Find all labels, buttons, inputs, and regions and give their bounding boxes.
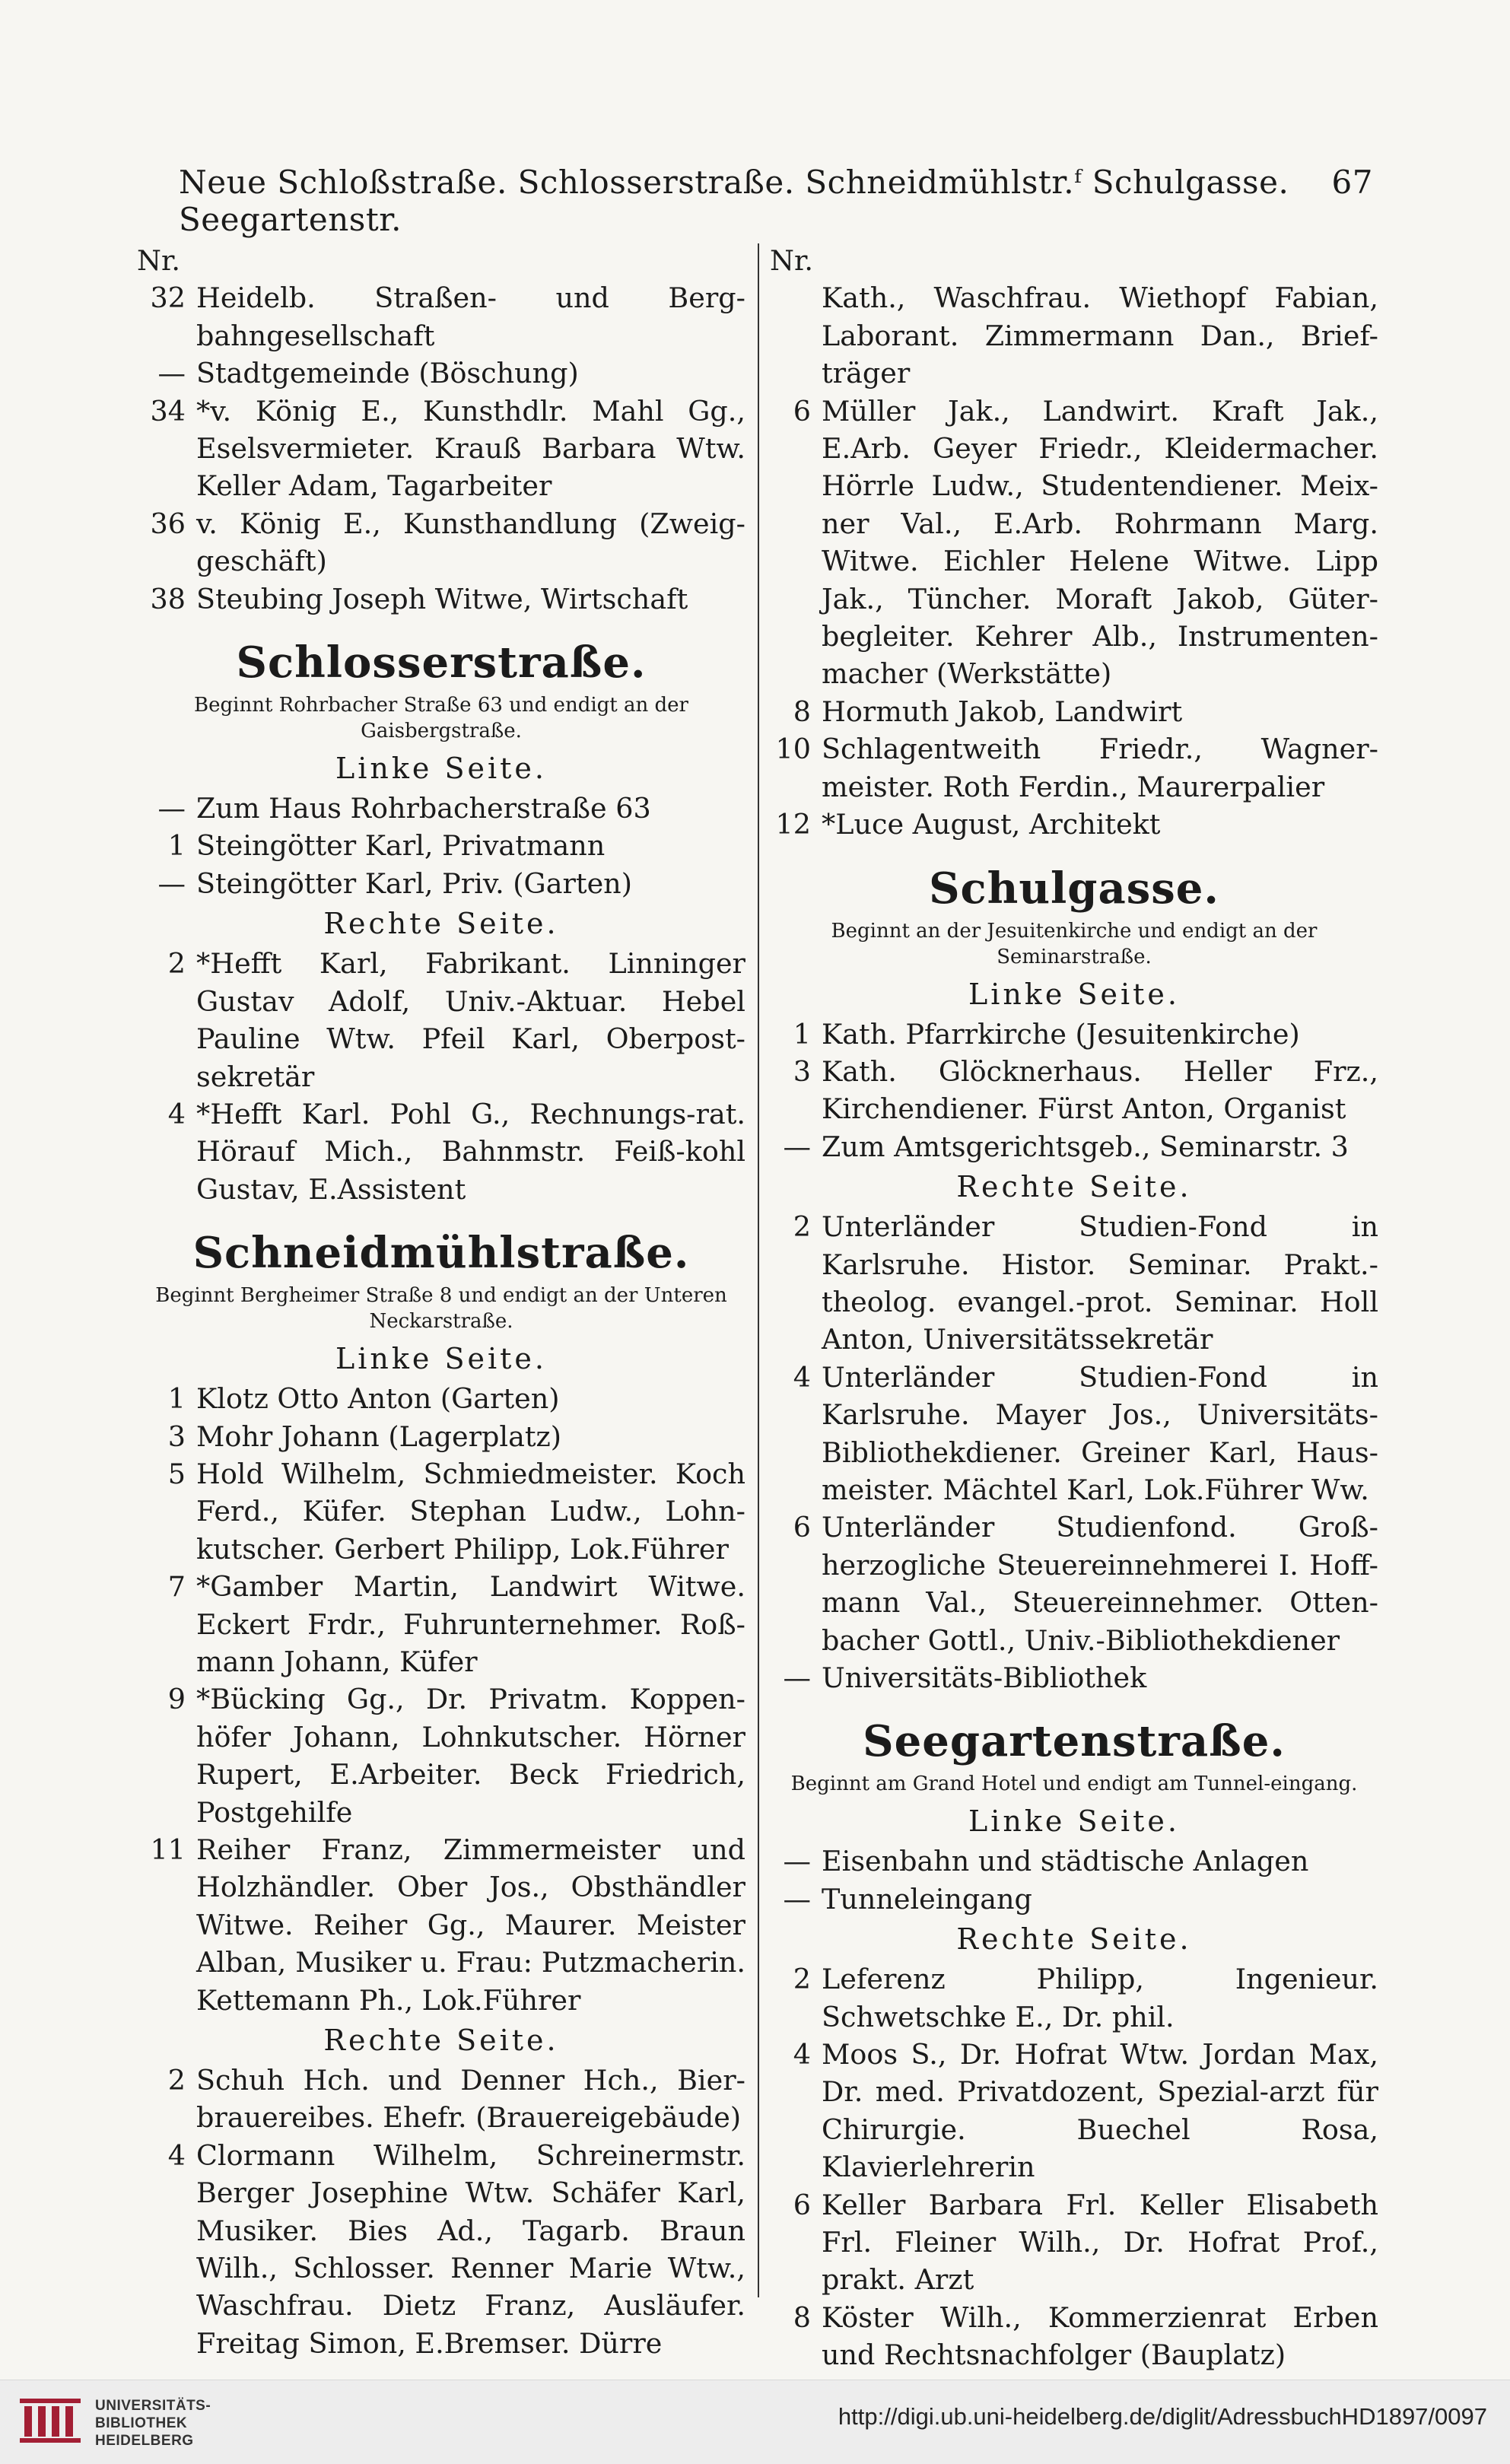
schlosserstrasse-right-entries [137,945,745,1208]
entry-text: Keller Barbara Frl. Keller Elisabeth Frl. Fleiner Wilh., Dr. Hofrat Prof., prakt. Arzt [822,2188,1378,2297]
schneidmuehlstrasse-left-entries [137,1380,745,2019]
house-number: 2 [167,947,186,981]
directory-entry [762,1359,1378,1509]
house-number: 1 [167,1382,186,1416]
entry-text: Clormann Wilhelm, Schreinermstr. Berger Josephine Wtw. Schäfer Karl, Musiker. Bies Ad., Tagarb. Braun Wilh., Schlosser. Renner Marie Wtw., Waschfrau. Dietz Franz, Ausläufer. Freitag Simon, E.Bremser. Dürre [196,2138,745,2360]
house-number: 38 [150,582,186,615]
university-library-logo-icon [17,2391,84,2452]
entry-text: Schlagentweith Friedr., Wagner-meister. Roth Ferdin., Maurerpalier [822,733,1378,803]
library-name-line: BIBLIOTHEK [95,2415,188,2431]
schneidmuehlstrasse-continued-entries [770,279,1378,843]
entry-text: Müller Jak., Landwirt. Kraft Jak., E.Arb. Geyer Friedr., Kleidermacher. Hörrle Ludw., Studentendiener. Meix-ner Val., E.Arb. Rohrmann Marg. Witwe. Eichler Helene Witwe. Lipp Jak., Tüncher. Moraft Jakob, Güter-begleiter. Kehrer Alb., Instrumenten-macher (Werkstätte) [822,394,1378,691]
house-number: — [783,1130,811,1163]
library-name-line: HEIDELBERG [95,2433,194,2449]
house-number: — [157,357,186,390]
directory-entry [137,865,745,902]
entry-text: Steingötter Karl, Privatmann [196,829,606,863]
directory-entry [137,2137,745,2362]
directory-entry [137,279,745,354]
schlosserstrasse-left-entries [137,790,745,902]
directory-entry [137,1455,745,1568]
directory-entry [762,393,1378,693]
entry-text: *Hefft Karl, Fabrikant. Linninger Gustav Adolf, Univ.-Aktuar. Hebel Pauline Wtw. Pfeil Karl, Oberpost-sekretär [196,947,745,1093]
directory-entry [137,2062,745,2137]
directory-entry [762,1659,1378,1696]
entry-text: v. König E., Kunsthandlung (Zweig-geschäft) [196,507,745,578]
directory-entry [762,2299,1378,2374]
house-number: 3 [167,1420,186,1453]
entry-text: Reiher Franz, Zimmermeister und Holzhändler. Ober Jos., Obsthändler Witwe. Reiher Gg., Maurer. Meister Alban, Musiker u. Frau: Putzmacherin. Kettemann Ph., Lok.Führer [196,1833,745,2017]
street-description: Beginnt Bergheimer Straße 8 und endigt an der Unteren Neckarstraße. [155,1284,727,1334]
entry-text: *v. König E., Kunsthdlr. Mahl Gg., Eselsvermieter. Krauß Barbara Wtw. Keller Adam, Tagarbeiter [196,394,745,503]
house-number: — [157,792,186,825]
entry-text: Hormuth Jakob, Landwirt [822,695,1183,728]
entry-text: Hold Wilhelm, Schmiedmeister. Koch Ferd., Küfer. Stephan Ludw., Lohn-kutscher. Gerbert Philipp, Lok.Führer [196,1457,745,1566]
entry-text: Tunneleingang [822,1882,1032,1916]
directory-entry [137,505,745,580]
house-number: 3 [793,1054,811,1088]
house-number: 9 [167,1683,186,1716]
side-label-left: Linke Seite. [968,1804,1180,1839]
house-number [762,279,822,392]
house-number: 8 [793,695,811,728]
entry-text: Universitäts-Bibliothek [822,1661,1147,1694]
entry-text: Unterländer Studienfond. Groß-herzogliche Steuereinnehmerei I. Hoff-mann Val., Steuereinnehmer. Otten-bacher Gottl., Univ.-Bibliothekdiener [822,1511,1378,1657]
schulgasse-right-entries [770,1208,1378,1696]
directory-entry [762,1960,1378,2036]
entry-text: Eisenbahn und städtische Anlagen [822,1845,1309,1878]
schneidmuehlstrasse-right-entries [137,2062,745,2362]
entry-text: Kath., Waschfrau. Wiethopf Fabian, Laborant. Zimmermann Dan., Brief-träger [822,281,1378,390]
directory-entry [137,1095,745,1208]
directory-entry [762,693,1378,730]
street-description: Beginnt Rohrbacher Straße 63 und endigt an der Gaisbergstraße. [194,694,688,743]
side-label-left: Linke Seite. [335,1342,547,1376]
side-label-right: Rechte Seite. [956,1170,1192,1204]
side-label-left: Linke Seite. [335,752,547,786]
house-number: 6 [793,2188,811,2221]
house-number: 32 [150,281,186,315]
nr-label: Nr. [770,244,813,277]
entry-text: Klotz Otto Anton (Garten) [196,1382,560,1416]
street-title-schneidmuehlstrasse: Schneidmühlstraße. [192,1228,690,1279]
directory-entry [762,2036,1378,2186]
house-number: 10 [775,733,811,766]
directory-entry [762,1842,1378,1880]
directory-entry [762,1016,1378,1053]
entry-text: Mohr Johann (Lagerplatz) [196,1420,561,1453]
directory-entry [762,279,1378,392]
house-number: 1 [793,1017,811,1051]
page-header [179,164,1373,238]
source-url-link[interactable]: http://digi.ub.uni-heidelberg.de/diglit/AdressbuchHD1897/0097 [838,2403,1487,2430]
entry-text: Zum Haus Rohrbacherstraße 63 [196,792,651,825]
left-column [137,242,745,2362]
entry-text: Unterländer Studien-Fond in Karlsruhe. Mayer Jos., Universitäts-Bibliothekdiener. Greiner Karl, Haus-meister. Mächtel Karl, Lok.Führer Ww. [822,1360,1378,1506]
house-number: 11 [150,1833,186,1866]
entry-text: *Luce August, Architekt [822,808,1161,841]
directory-entry [137,1380,745,1417]
house-number: 36 [150,507,186,540]
entry-text: Stadtgemeinde (Böschung) [196,357,579,390]
neue-schlossstrasse-entries [137,279,745,618]
directory-entry [762,1053,1378,1128]
house-number: — [783,1845,811,1878]
side-label-right: Rechte Seite. [323,907,559,941]
house-number: 2 [793,1963,811,1996]
house-number: 4 [167,2138,186,2172]
footer-bar [0,2380,1510,2464]
entry-text: Leferenz Philipp, Ingenieur. Schwetschke E., Dr. phil. [822,1963,1378,2033]
directory-entry [137,1568,745,1680]
house-number: 4 [167,1097,186,1130]
side-label-right: Rechte Seite. [323,2024,559,2058]
house-number: — [783,1661,811,1694]
house-number: 1 [167,829,186,863]
library-name-line: UNIVERSITÄTS- [95,2398,211,2414]
directory-entry [137,1831,745,2019]
house-number: — [157,866,186,900]
house-number: 6 [793,1511,811,1544]
entry-text: Steingötter Karl, Priv. (Garten) [196,866,632,900]
street-description: Beginnt am Grand Hotel und endigt am Tunnel-eingang. [790,1772,1358,1796]
house-number: 7 [167,1570,186,1604]
house-number: 8 [793,2300,811,2334]
seegartenstrasse-right-entries [770,1960,1378,2373]
seegartenstrasse-left-entries [770,1842,1378,1918]
directory-entry [137,945,745,1095]
directory-entry [137,827,745,864]
entry-text: Kath. Pfarrkirche (Jesuitenkirche) [822,1017,1300,1051]
column-divider [758,243,759,2297]
library-name [95,2397,211,2450]
house-number: 5 [167,1457,186,1490]
directory-entry [762,1208,1378,1359]
street-title-schulgasse: Schulgasse. [929,863,1219,914]
entry-text: Zum Amtsgerichtsgeb., Seminarstr. 3 [822,1130,1349,1163]
house-number: 12 [775,808,811,841]
directory-entry [762,1881,1378,1918]
street-title-seegartenstrasse: Seegartenstraße. [863,1716,1286,1767]
directory-entry [137,393,745,505]
entry-text: Heidelb. Straßen- und Berg-bahngesellschaft [196,281,745,352]
nr-label: Nr. [137,244,180,277]
entry-text: *Hefft Karl. Pohl G., Rechnungs-rat. Hörauf Mich., Bahnmstr. Feiß-kohl Gustav, E.Assistent [196,1097,745,1206]
side-label-right: Rechte Seite. [956,1922,1192,1957]
entry-text: *Gamber Martin, Landwirt Witwe. Eckert Frdr., Fuhrunternehmer. Roß-mann Johann, Küfer [196,1570,745,1678]
directory-entry [137,1680,745,1831]
schulgasse-left-entries [770,1016,1378,1166]
entry-text: Steubing Joseph Witwe, Wirtschaft [196,582,688,615]
house-number: 6 [793,394,811,428]
entry-text: Kath. Glöcknerhaus. Heller Frz., Kirchendiener. Fürst Anton, Organist [822,1054,1378,1126]
directory-entry [137,790,745,827]
house-number: 34 [150,394,186,428]
directory-entry [137,354,745,392]
directory-entry [762,730,1378,806]
house-number: — [783,1882,811,1916]
directory-entry [137,1418,745,1455]
house-number: 4 [793,1360,811,1394]
directory-entry [137,580,745,618]
directory-entry [762,1128,1378,1165]
entry-text: Köster Wilh., Kommerzienrat Erben und Rechtsnachfolger (Bauplatz) [822,2300,1378,2372]
house-number: 2 [793,1210,811,1244]
house-number: 2 [167,2064,186,2097]
directory-entry [762,1509,1378,1659]
entry-text: Schuh Hch. und Denner Hch., Bier-brauereibes. Ehefr. (Brauereigebäude) [196,2064,745,2135]
right-column [770,242,1378,2374]
street-title-schlosserstrasse: Schlosserstraße. [236,637,647,688]
entry-text: *Bücking Gg., Dr. Privatm. Koppen-höfer Johann, Lohnkutscher. Hörner Rupert, E.Arbeiter. Beck Friedrich, Postgehilfe [196,1683,745,1829]
directory-entry [762,806,1378,843]
entry-text: Unterländer Studien-Fond in Karlsruhe. Histor. Seminar. Prakt.-theolog. evangel.-prot. Seminar. Holl Anton, Universitätssekretär [822,1210,1378,1356]
side-label-left: Linke Seite. [968,977,1180,1011]
page-number: 67 [1331,164,1373,201]
entry-text: Moos S., Dr. Hofrat Wtw. Jordan Max, Dr. med. Privatdozent, Spezial-arzt für Chirurgie. Buechel Rosa, Klavierlehrerin [822,2038,1378,2184]
house-number: 4 [793,2038,811,2071]
street-description: Beginnt an der Jesuitenkirche und endigt an der Seminarstraße. [831,919,1318,968]
directory-entry [762,2186,1378,2299]
running-title: Neue Schloßstraße. Schlosserstraße. Schneidmühlstr.ᶠ Schulgasse. Seegartenstr. [179,164,1289,238]
